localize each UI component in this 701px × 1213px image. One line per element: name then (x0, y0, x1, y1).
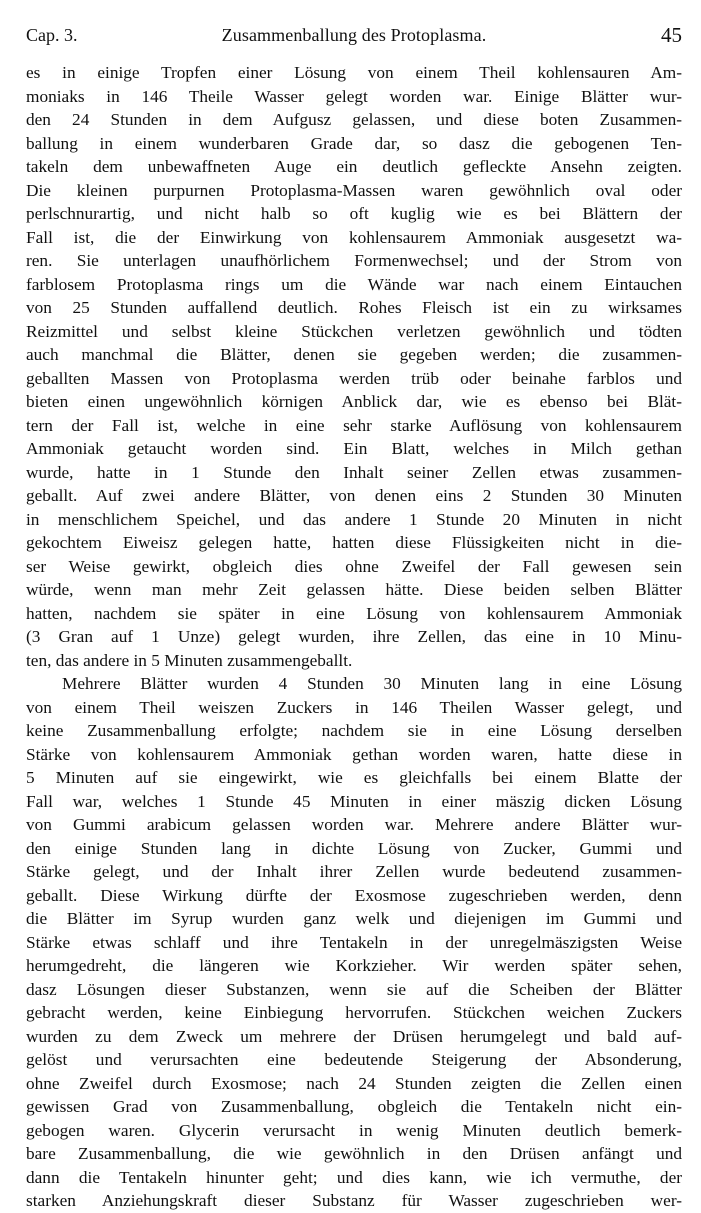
text-line: ren. Sie unterlagen unaufhörlichem Formenwechsel; und der Strom von (26, 251, 682, 270)
paragraph (26, 61, 682, 672)
page-number: 45 (661, 23, 682, 47)
text-line: die Blätter im Syrup wurden ganz welk und diejenigen im Gummi und (26, 909, 682, 928)
text-line: wurden zu dem Zweck um mehrere der Drüsen herumgelegt und bald auf- (26, 1026, 682, 1046)
text-line: dasz Lösungen dieser Substanzen, wenn sie auf die Scheiben der Blätter (26, 979, 682, 999)
text-line: es in einige Tropfen einer Lösung von einem Theil kohlensauren Am- (26, 63, 682, 82)
text-line: geballt. Auf zwei andere Blätter, von denen eins 2 Stunden 30 Minuten (26, 486, 682, 505)
text-line: gebogen waren. Glycerin verursacht in wenig Minuten deutlich bemerk- (26, 1120, 682, 1140)
text-line: den einige Stunden lang in dichte Lösung von Zucker, Gummi und (26, 838, 682, 858)
body-text (26, 61, 682, 1213)
text-line: starken Anziehungskraft dieser Substanz für Wasser zugeschrieben wer- (26, 1191, 682, 1210)
text-line: gewissen Grad von Zusammenballung, obgleich die Tentakeln nicht ein- (26, 1097, 682, 1116)
text-line: takeln dem unbewaffneten Auge ein deutlich gefleckte Ansehn zeigten. (26, 157, 682, 176)
text-line: perlschnurartig, und nicht halb so oft kuglig wie es bei Blättern der (26, 204, 682, 223)
text-line: bare Zusammenballung, die wie gewöhnlich in den Drüsen anfängt und (26, 1144, 682, 1163)
text-line: Fall ist, die der Einwirkung von kohlensaurem Ammoniak ausgesetzt wa- (26, 227, 682, 247)
text-line: gebracht werden, keine Einbiegung hervorrufen. Stückchen weichen Zuckers (26, 1003, 682, 1022)
text-line: Stärke etwas schlaff und ihre Tentakeln in der unregelmäszigsten Weise (26, 932, 682, 952)
text-line: in menschlichem Speichel, und das andere 1 Stunde 20 Minuten in nicht (26, 509, 682, 529)
text-line: Stärke gelegt, und der Inhalt ihrer Zellen wurde bedeutend zusammen- (26, 862, 682, 881)
text-line: ten, das andere in 5 Minuten zusammengeballt. (26, 650, 353, 670)
text-line: geballten Massen von Protoplasma werden trüb oder beinahe farblos und (26, 368, 682, 388)
running-title: Zusammenballung des Protoplasma. (221, 25, 487, 45)
text-line: Ammoniak getaucht worden sind. Ein Blatt, welches in Milch gethan (26, 439, 682, 458)
text-line: hatten, nachdem sie später in eine Lösung von kohlensaurem Ammoniak (26, 603, 682, 623)
text-line: Stärke von kohlensaurem Ammoniak gethan worden waren, hatte diese in (26, 744, 682, 764)
text-line: keine Zusammenballung erfolgte; nachdem sie in eine Lösung derselben (26, 721, 682, 740)
text-line: Mehrere Blätter wurden 4 Stunden 30 Minuten lang in eine Lösung (62, 674, 682, 693)
chapter-label: Cap. 3. (26, 25, 78, 45)
text-line: bieten einen ungewöhnlich körnigen Anblick dar, wie es ebenso bei Blät- (26, 392, 682, 411)
text-line: (3 Gran auf 1 Unze) gelegt wurden, ihre Zellen, das eine in 10 Minu- (26, 627, 682, 646)
text-line: ser Weise gewirkt, obgleich dies ohne Zweifel der Fall gewesen sein (26, 556, 682, 576)
text-line: von 25 Stunden auffallend deutlich. Rohes Fleisch ist ein zu wirksames (26, 298, 682, 317)
text-line: wurde, hatte in 1 Stunde den Inhalt seiner Zellen etwas zusammen- (26, 462, 682, 482)
text-line: 5 Minuten auf sie eingewirkt, wie es gleichfalls bei einem Blatte der (26, 768, 682, 787)
text-line: gekochtem Eiweisz gelegen hatte, hatten diese Flüssigkeiten nicht in die- (26, 533, 682, 552)
text-line: Reizmittel und selbst kleine Stückchen verletzen gewöhnlich und tödten (26, 321, 682, 341)
text-line: tern der Fall ist, welche in eine sehr starke Auflösung von kohlensaurem (26, 415, 682, 435)
text-line: ballung in einem wunderbaren Grade dar, so dasz die gebogenen Ten- (26, 133, 682, 153)
paragraph (26, 672, 682, 1213)
text-line: von einem Theil weiszen Zuckers in 146 Theilen Wasser gelegt, und (26, 697, 682, 717)
text-line: gelöst und verursachten eine bedeutende Steigerung der Absonderung, (26, 1050, 682, 1069)
text-line: moniaks in 146 Theile Wasser gelegt worden war. Einige Blätter wur- (26, 86, 682, 106)
text-line: auch manchmal die Blätter, denen sie gegeben werden; die zusammen- (26, 345, 682, 364)
text-line: Fall war, welches 1 Stunde 45 Minuten in einer mäszig dicken Lösung (26, 791, 682, 811)
text-line: dann die Tentakeln hinunter geht; und dies kann, wie ich vermuthe, der (26, 1167, 682, 1187)
text-line: Die kleinen purpurnen Protoplasma-Massen waren gewöhnlich oval oder (26, 180, 682, 200)
text-line: den 24 Stunden in dem Aufgusz gelassen, und diese boten Zusammen- (26, 110, 682, 129)
text-line: von Gummi arabicum gelassen worden war. Mehrere andere Blätter wur- (26, 815, 682, 834)
text-line: ohne Zweifel durch Exosmose; nach 24 Stunden zeigten die Zellen einen (26, 1073, 682, 1093)
text-line: farblosem Protoplasma rings um die Wände war nach einem Eintauchen (26, 274, 682, 294)
book-page (26, 18, 682, 1210)
running-header (26, 18, 682, 52)
text-line: herumgedreht, die längeren wie Korkzieher. Wir werden später sehen, (26, 956, 682, 975)
text-line: geballt. Diese Wirkung dürfte der Exosmose zugeschrieben werden, denn (26, 885, 682, 905)
text-line: würde, wenn man mehr Zeit gelassen hätte. Diese beiden selben Blätter (26, 580, 682, 599)
